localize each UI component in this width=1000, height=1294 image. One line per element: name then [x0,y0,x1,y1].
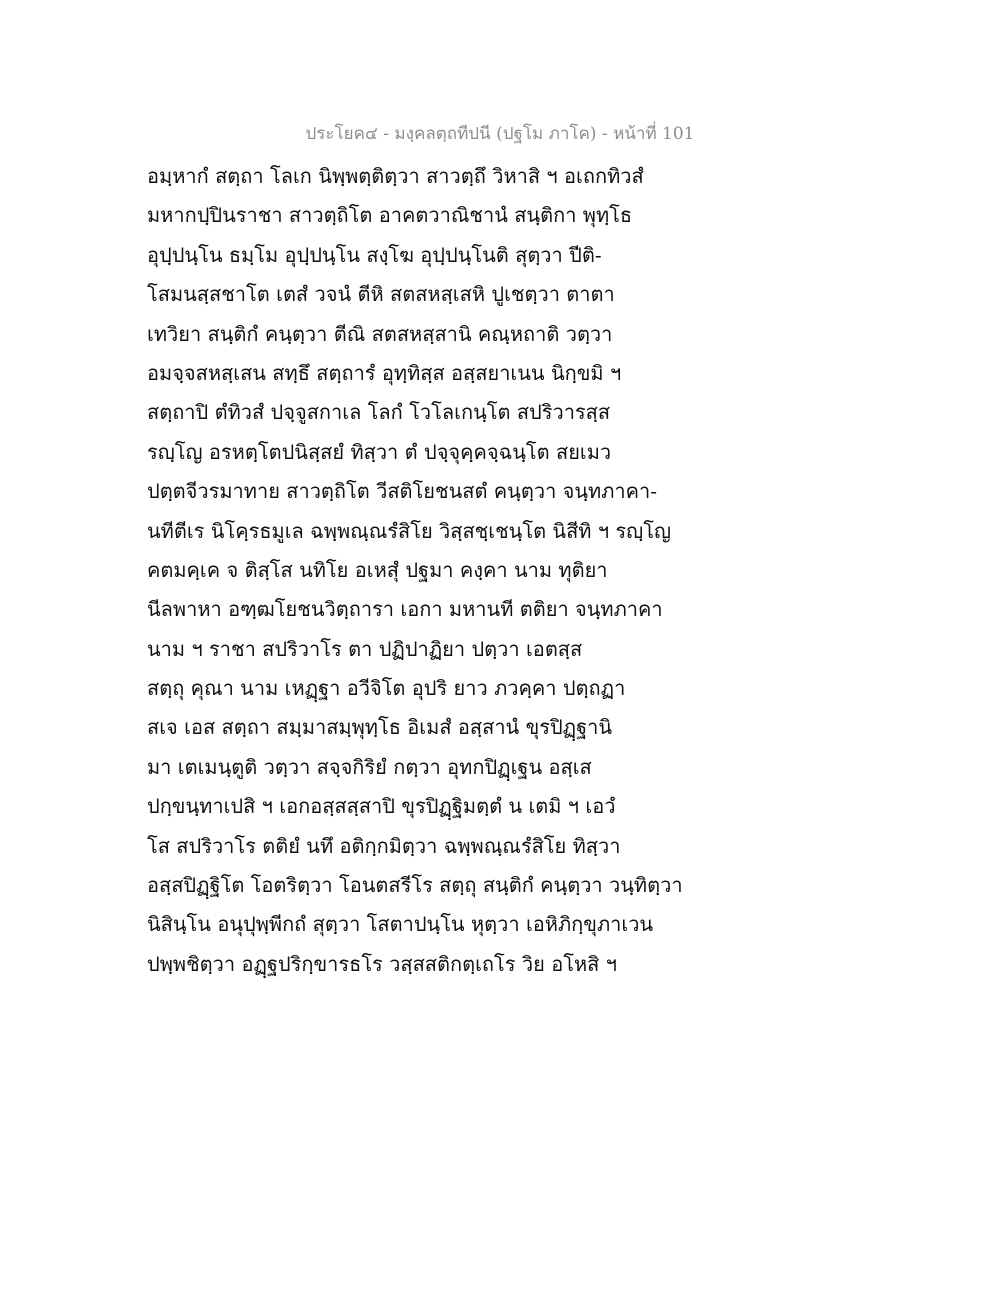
text-line: มหากปฺปินราชา สาวตฺถิโต อาคตวาณิชานํ สนฺติกา พุทฺโธ [147,203,633,228]
text-line: ปตฺตจีวรมาทาย สาวตฺถิโต วีสติโยชนสตํ คนฺตฺวา จนฺทภาคา- [147,479,658,504]
text-line: อสฺสปิฏฺฐิโต โอตริตฺวา โอนตสรีโร สตฺถุ สนฺติกํ คนฺตฺวา วนฺทิตฺวา [147,873,683,898]
text-line: โส สปริวาโร ตติยํ นทึ อติกฺกมิตฺวา ฉพฺพณฺณรํสิโย ทิสฺวา [147,833,621,858]
text-line: นีลพาหา อฑฺฒโยชนวิตฺถารา เอกา มหานที ตติยา จนฺทภาคา [147,597,663,622]
text-line: สเจ เอส สตฺถา สมฺมาสมฺพุทฺโธ อิเมสํ อสฺสานํ ขุรปิฏฺฐานิ [147,715,613,740]
text-line: สตฺถาปิ ตํทิวสํ ปจฺจูสกาเล โลกํ โวโลเกนฺโต สปริวารสฺส [147,400,611,425]
text-line: ปพฺพชิตฺวา อฏฺฐปริกฺขารธโร วสฺสสติกตฺเถโร วิย อโหสิ ฯ [147,951,617,976]
text-line: อมฺหากํ สตฺถา โลเก นิพฺพตฺติตฺวา สาวตฺถึ วิหาสิ ฯ อเถกทิวสํ [147,164,644,188]
text-line: ปกฺขนฺทาเปสิ ฯ เอกอสฺสสฺสาปิ ขุรปิฏฺฐิมตฺตํ น เตมิ ฯ เอวํ [147,794,616,819]
running-title: ประโยค๔ - มงฺคลตฺถทีปนี (ปฐโม ภาโค) - หน้าที่ 101 [305,124,695,144]
text-line: นิสินฺโน อนุปุพฺพีกถํ สุตฺวา โสตาปนฺโน หุตฺวา เอหิภิกฺขุภาเวน [147,912,654,937]
text-line: นาม ฯ ราชา สปริวาโร ตา ปฏิปาฏิยา ปตฺวา เอตสฺส [147,636,583,661]
text-line: รญฺโญ อรหตฺโตปนิสฺสยํ ทิสฺวา ตํ ปจฺจุคฺคจฺฉนฺโต สยเมว [147,439,612,464]
text-line: มา เตเมนฺตูติ วตฺวา สจฺจกิริยํ กตฺวา อุทกปิฏฺเฐน อสฺเส [147,754,592,779]
text-line: เทวิยา สนฺติกํ คนฺตฺวา ตีณิ สตสหสฺสานิ คณฺหถาติ วตฺวา [147,321,613,346]
body-text [147,157,707,984]
page-header [0,120,1000,147]
text-line: โสมนสฺสชาโต เตสํ วจนํ ตีหิ สตสหสฺเสหิ ปูเชตฺวา ตาตา [147,282,615,307]
text-line: อุปฺปนฺโน ธมฺโม อุปฺปนฺโน สงฺโฆ อุปฺปนฺโนติ สุตฺวา ปีติ- [147,242,602,267]
text-line: อมจฺจสหสฺเสน สทฺธึ สตฺถารํ อุทฺทิสฺส อสฺสยาเนน นิกฺขมิ ฯ [147,360,622,385]
text-line: สตฺถุ คุณา นาม เหฏฺฐา อวีจิโต อุปริ ยาว ภวคฺคา ปตฺถฏา [147,676,626,701]
text-line: นทีตีเร นิโคฺรธมูเล ฉพฺพณฺณรํสิโย วิสฺสชฺเชนฺโต นิสีทิ ฯ รญฺโญ [147,518,671,543]
text-line: คตมคฺเค จ ติสฺโส นทิโย อเหสุํ ปฐมา คงฺคา นาม ทุติยา [147,557,608,582]
